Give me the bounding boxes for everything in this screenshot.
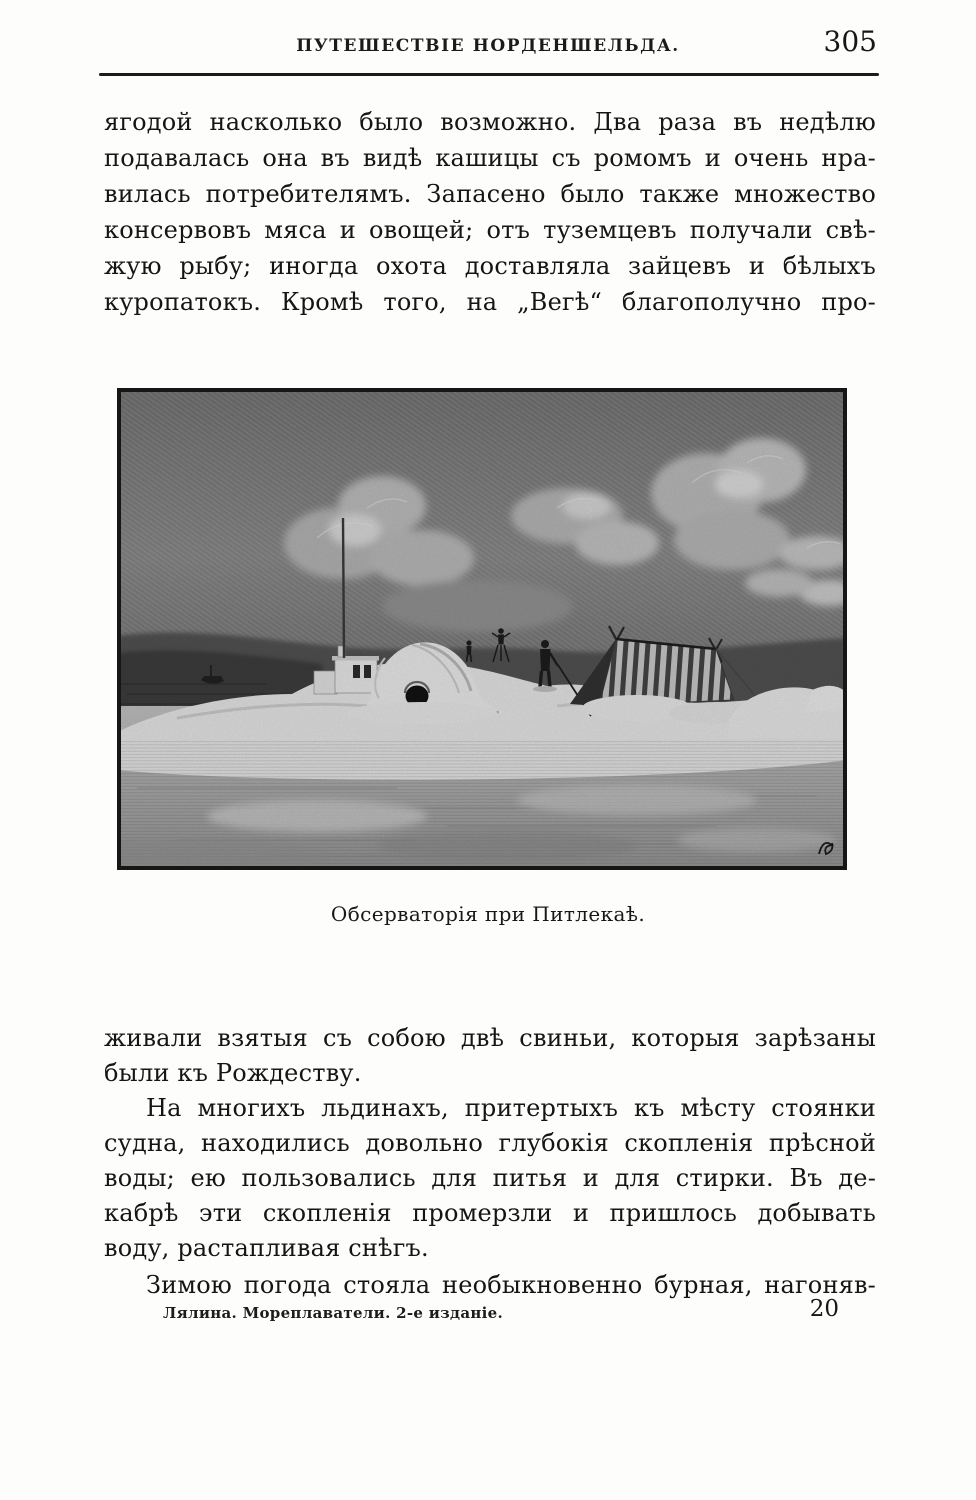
running-head-title: ПУТЕШЕСТВІЕ НОРДЕНШЕЛЬДА. [296, 36, 680, 56]
paragraph-2 [104, 1021, 876, 1091]
text-line: кабрѣ эти скопленія промерзли и пришлось добывать [104, 1199, 876, 1227]
observatory-engraving-figure [117, 388, 847, 870]
text-line: куропатокъ. Кромѣ того, на „Вегѣ“ благополучно про- [104, 288, 876, 316]
text-line: были къ Рождеству. [104, 1059, 362, 1087]
text-line: жую рыбу; иногда охота доставляла зайцевъ и бѣлыхъ [104, 252, 876, 280]
engraving-grain [117, 388, 847, 870]
observatory-engraving [117, 388, 847, 870]
footer-signature: Лялина. Мореплаватели. 2-е изданіе. [163, 1304, 504, 1322]
paragraph-1 [104, 104, 876, 320]
paragraph-4 [104, 1268, 876, 1303]
text-line: Зимою погода стояла необыкновенно бурная, нагоняв- [146, 1271, 876, 1299]
figure-caption: Обсерваторія при Питлекаѣ. [330, 902, 646, 926]
text-line: живали взятыя съ собою двѣ свиньи, которыя зарѣзаны [104, 1024, 876, 1052]
header-rule [99, 73, 879, 76]
text-line: На многихъ льдинахъ, притертыхъ къ мѣсту стоянки [146, 1094, 876, 1122]
page-number: 305 [823, 25, 877, 58]
text-line: воду, растапливая снѣгъ. [104, 1234, 429, 1262]
text-line: судна, находились довольно глубокія скопленія прѣсной [104, 1129, 876, 1157]
text-line: подавалась она въ видѣ кашицы съ ромомъ и очень нра- [104, 144, 876, 172]
paragraph-3 [104, 1091, 876, 1266]
text-line: консервовъ мяса и овощей; отъ туземцевъ получали свѣ- [104, 216, 876, 244]
text-line: воды; ею пользовались для питья и для стирки. Въ де- [104, 1164, 876, 1192]
footer-sheet-number: 20 [809, 1296, 839, 1322]
text-line: ягодой насколько было возможно. Два раза въ недѣлю [104, 108, 876, 136]
text-line: вилась потребителямъ. Запасено было также множество [104, 180, 876, 208]
